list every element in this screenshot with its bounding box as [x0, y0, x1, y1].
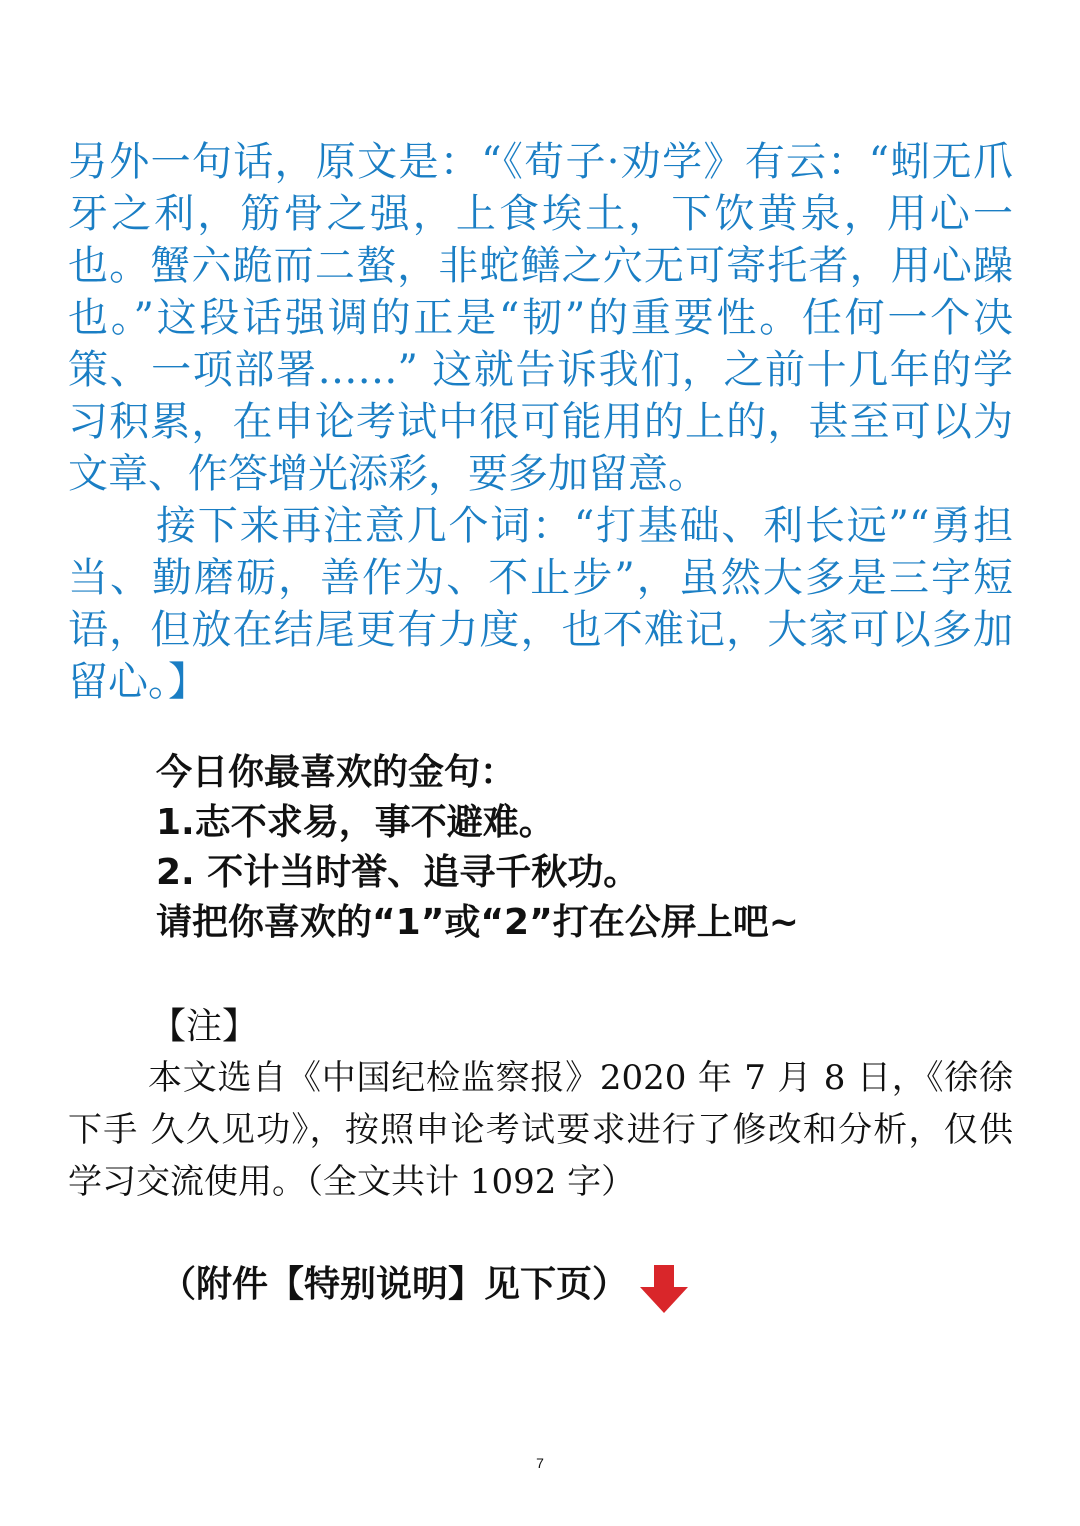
down-arrow-icon	[636, 1265, 692, 1315]
analysis-paragraph-1: 另外一句话，原文是：“《荀子·劝学》有云：“蚓无爪牙之利，筋骨之强，上食埃土，下饮黄泉，用心一也。蟹六跪而二螯，非蛇鳝之穴无可寄托者，用心躁也。”这段话强调的正是“韧”的重要性。任何一个决策、一项部署……” 这就告诉我们，之前十几年的学习积累，在申论考试中很可能用的上的，甚至可以为文章、作答增光添彩，要多加留意。	[68, 139, 1013, 497]
appendix-text: （附件【特别说明】见下页）	[160, 1264, 629, 1305]
golden-quotes-prompt: 请把你喜欢的“1”或“2”打在公屏上吧~	[156, 902, 799, 943]
note-heading: 【注】	[150, 1006, 259, 1047]
note-body	[68, 1052, 1013, 1208]
analysis-text	[68, 136, 1013, 708]
page-number: 7	[536, 1455, 544, 1471]
golden-quote-1: 1.志不求易，事不避难。	[156, 802, 555, 843]
note-text: 本文选自《中国纪检监察报》2020 年 7 月 8 日，《徐徐下手 久久见功》，按照申论考试要求进行了修改和分析，仅供学习交流使用。（全文共计 1092 字）	[68, 1058, 1013, 1202]
analysis-paragraph-2: 接下来再注意几个词：“打基础、利长远”“勇担当、勤磨砺，善作为、不止步”，虽然大多是三字短语，但放在结尾更有力度，也不难记，大家可以多加留心。】	[68, 503, 1013, 705]
appendix-notice	[160, 1255, 692, 1315]
golden-quotes-heading: 今日你最喜欢的金句：	[156, 752, 517, 793]
golden-quote-2: 2. 不计当时誉、追寻千秋功。	[156, 852, 640, 893]
golden-quotes	[156, 748, 1036, 948]
